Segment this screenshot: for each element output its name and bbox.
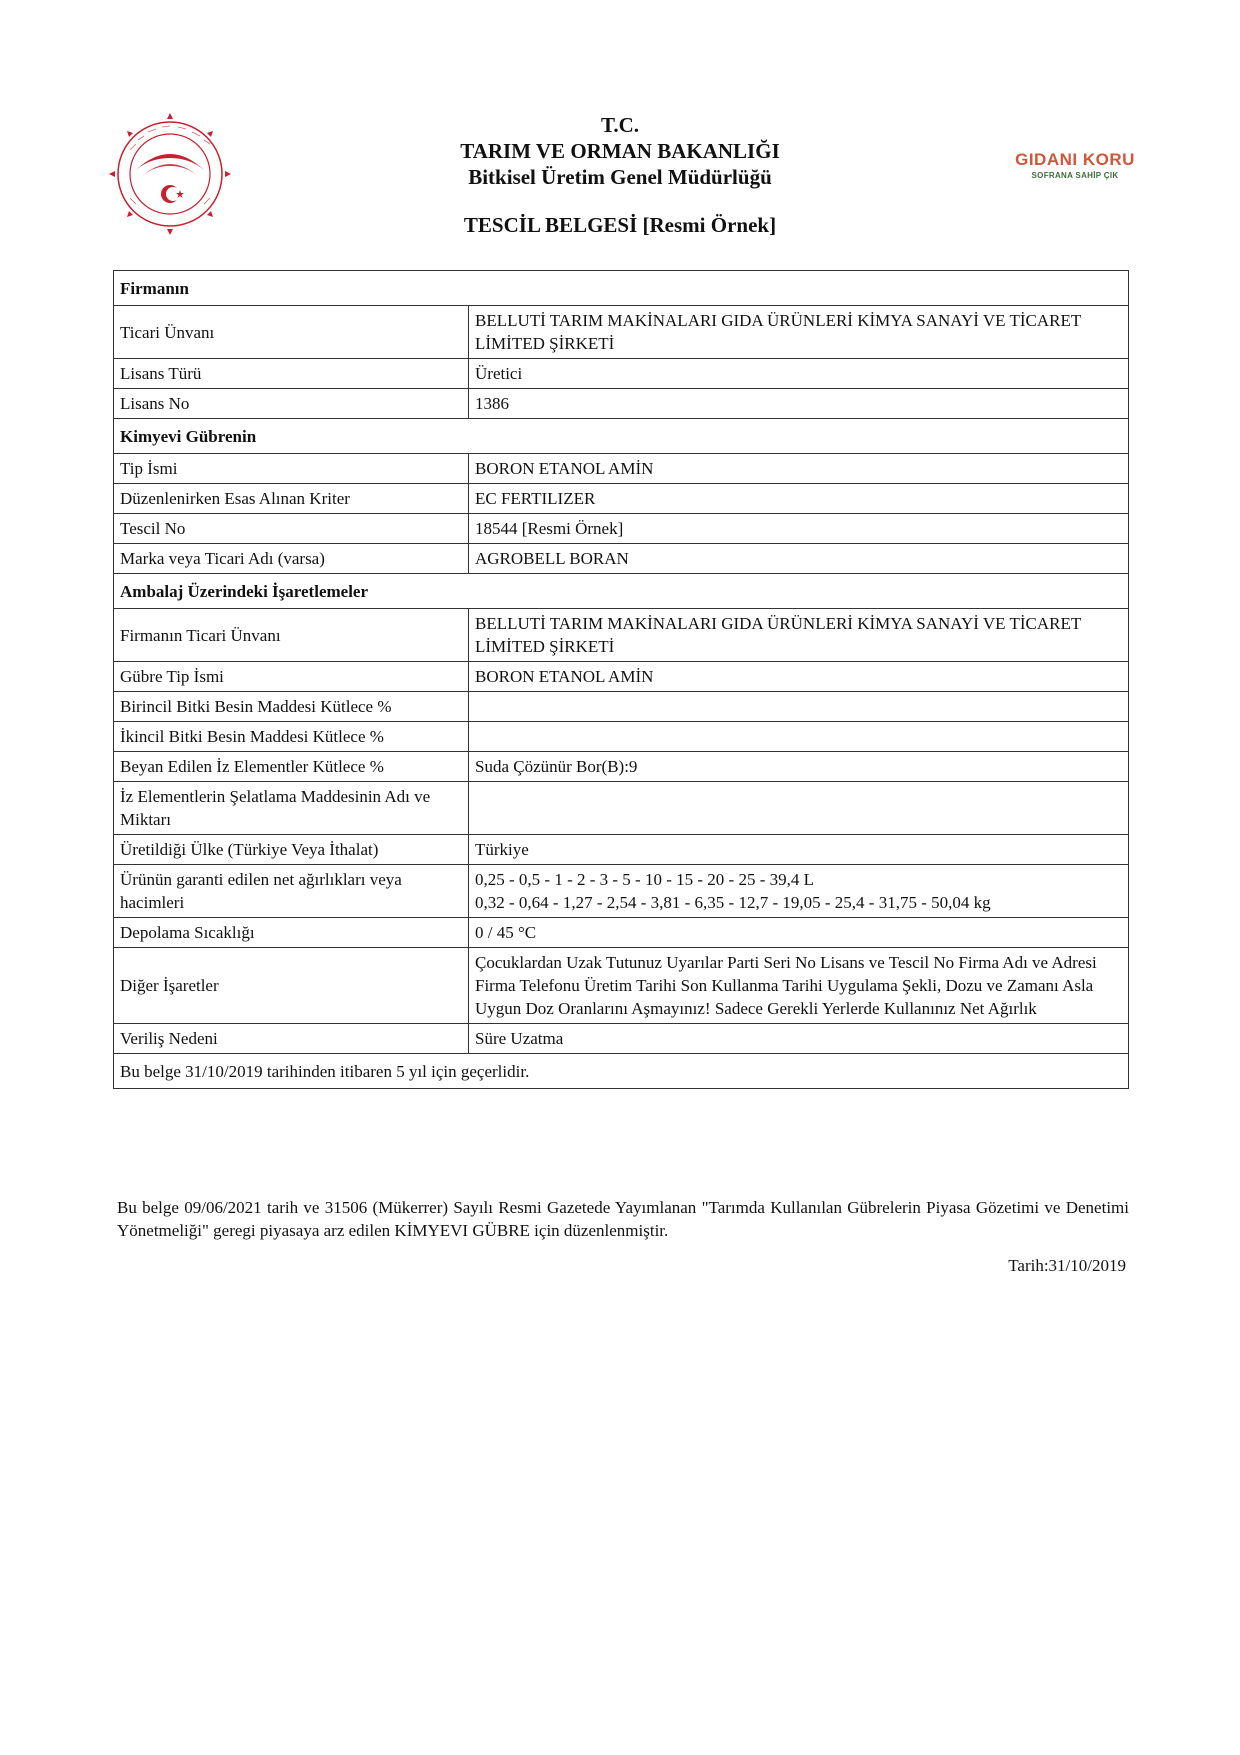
- table-row: [114, 752, 1129, 782]
- row-label: İz Elementlerin Şelatlama Maddesinin Adı ve Miktarı: [114, 782, 469, 835]
- header-ministry: TARIM VE ORMAN BAKANLIĞI: [460, 139, 780, 163]
- row-value: Çocuklardan Uzak Tutunuz Uyarılar Parti Seri No Lisans ve Tescil No Firma Adı ve Adresi Firma Telefonu Üretim Tarihi Son Kullanma Tarihi Uygulama Şekli, Dozu ve Zamanı Asla Uygun Doz Oranlarını Aşmayınız! Sadece Gerekli Yerlerde Kullanınız Net Ağırlık: [469, 948, 1129, 1024]
- section-heading-firm: Firmanın: [114, 271, 1129, 306]
- brand-logo: [1010, 150, 1140, 180]
- row-value: BORON ETANOL AMİN: [469, 662, 1129, 692]
- table-row: [114, 454, 1129, 484]
- brand-name: GIDANI KORU: [1015, 150, 1135, 169]
- header-country: T.C.: [600, 113, 640, 137]
- registration-table: [113, 270, 1129, 1089]
- table-row: [114, 948, 1129, 1024]
- issue-date: Tarih:31/10/2019: [1008, 1256, 1126, 1275]
- row-value: 1386: [469, 389, 1129, 419]
- row-label: Diğer İşaretler: [114, 948, 469, 1024]
- row-value: BELLUTİ TARIM MAKİNALARI GIDA ÜRÜNLERİ KİMYA SANAYİ VE TİCARET LİMİTED ŞİRKETİ: [469, 609, 1129, 662]
- table-row: [114, 306, 1129, 359]
- row-label: Lisans Türü: [114, 359, 469, 389]
- row-value: BELLUTİ TARIM MAKİNALARI GIDA ÜRÜNLERİ KİMYA SANAYİ VE TİCARET LİMİTED ŞİRKETİ: [469, 306, 1129, 359]
- table-row: [114, 609, 1129, 662]
- row-label: Tescil No: [114, 514, 469, 544]
- table-row: [114, 574, 1129, 609]
- table-row: [114, 692, 1129, 722]
- row-label: Ürünün garanti edilen net ağırlıkları veya hacimleri: [114, 865, 469, 918]
- table-row: [114, 514, 1129, 544]
- row-label: Gübre Tip İsmi: [114, 662, 469, 692]
- table-row: [114, 544, 1129, 574]
- ministry-seal-icon: [106, 110, 234, 238]
- row-label: Üretildiği Ülke (Türkiye Veya İthalat): [114, 835, 469, 865]
- row-label: Veriliş Nedeni: [114, 1024, 469, 1054]
- table-row: [114, 865, 1129, 918]
- row-label: Depolama Sıcaklığı: [114, 918, 469, 948]
- row-value: 0 / 45 °C: [469, 918, 1129, 948]
- row-value: BORON ETANOL AMİN: [469, 454, 1129, 484]
- table-row: [114, 722, 1129, 752]
- table-row: [114, 271, 1129, 306]
- row-label: Tip İsmi: [114, 454, 469, 484]
- row-value: Üretici: [469, 359, 1129, 389]
- row-label: Lisans No: [114, 389, 469, 419]
- document-title: TESCİL BELGESİ [Resmi Örnek]: [463, 213, 777, 237]
- regulation-note: Bu belge 09/06/2021 tarih ve 31506 (Mükerrer) Sayılı Resmi Gazetede Yayımlanan "Tarımda Kullanılan Gübrelerin Piyasa Gözetimi ve Denetimi Yönetmeliği" geregi piyasaya arz edilen KİMYEVI GÜBRE için düzenlenmiştir.: [117, 1198, 1129, 1240]
- table-row: [114, 835, 1129, 865]
- net-weight-line: 0,32 - 0,64 - 1,27 - 2,54 - 3,81 - 6,35 - 12,7 - 19,05 - 25,4 - 31,75 - 50,04 kg: [475, 893, 991, 912]
- table-row: [114, 662, 1129, 692]
- row-label: Marka veya Ticari Adı (varsa): [114, 544, 469, 574]
- row-value: [469, 865, 1129, 918]
- table-row: [114, 1054, 1129, 1089]
- table-row: [114, 1024, 1129, 1054]
- table-row: [114, 359, 1129, 389]
- header-directorate: Bitkisel Üretim Genel Müdürlüğü: [468, 165, 772, 189]
- row-value: AGROBELL BORAN: [469, 544, 1129, 574]
- section-heading-packaging: Ambalaj Üzerindeki İşaretlemeler: [114, 574, 1129, 609]
- table-row: [114, 918, 1129, 948]
- table-row: [114, 484, 1129, 514]
- row-value: 18544 [Resmi Örnek]: [469, 514, 1129, 544]
- row-label: Düzenlenirken Esas Alınan Kriter: [114, 484, 469, 514]
- row-value: EC FERTILIZER: [469, 484, 1129, 514]
- row-value: [469, 722, 1129, 752]
- row-value: Türkiye: [469, 835, 1129, 865]
- validity-note: Bu belge 31/10/2019 tarihinden itibaren 5 yıl için geçerlidir.: [114, 1054, 1129, 1089]
- row-label: İkincil Bitki Besin Maddesi Kütlece %: [114, 722, 469, 752]
- row-label: Ticari Ünvanı: [114, 306, 469, 359]
- row-value: [469, 692, 1129, 722]
- document-header: [300, 112, 940, 238]
- table-row: [114, 419, 1129, 454]
- table-row: [114, 782, 1129, 835]
- row-label: Beyan Edilen İz Elementler Kütlece %: [114, 752, 469, 782]
- net-volume-line: 0,25 - 0,5 - 1 - 2 - 3 - 5 - 10 - 15 - 20 - 25 - 39,4 L: [475, 870, 814, 889]
- row-value: Suda Çözünür Bor(B):9: [469, 752, 1129, 782]
- row-value: Süre Uzatma: [469, 1024, 1129, 1054]
- row-label: Firmanın Ticari Ünvanı: [114, 609, 469, 662]
- section-heading-fertilizer: Kimyevi Gübrenin: [114, 419, 1129, 454]
- brand-tagline: SOFRANA SAHİP ÇIK: [1031, 171, 1119, 180]
- row-label: Birincil Bitki Besin Maddesi Kütlece %: [114, 692, 469, 722]
- table-row: [114, 389, 1129, 419]
- row-value: [469, 782, 1129, 835]
